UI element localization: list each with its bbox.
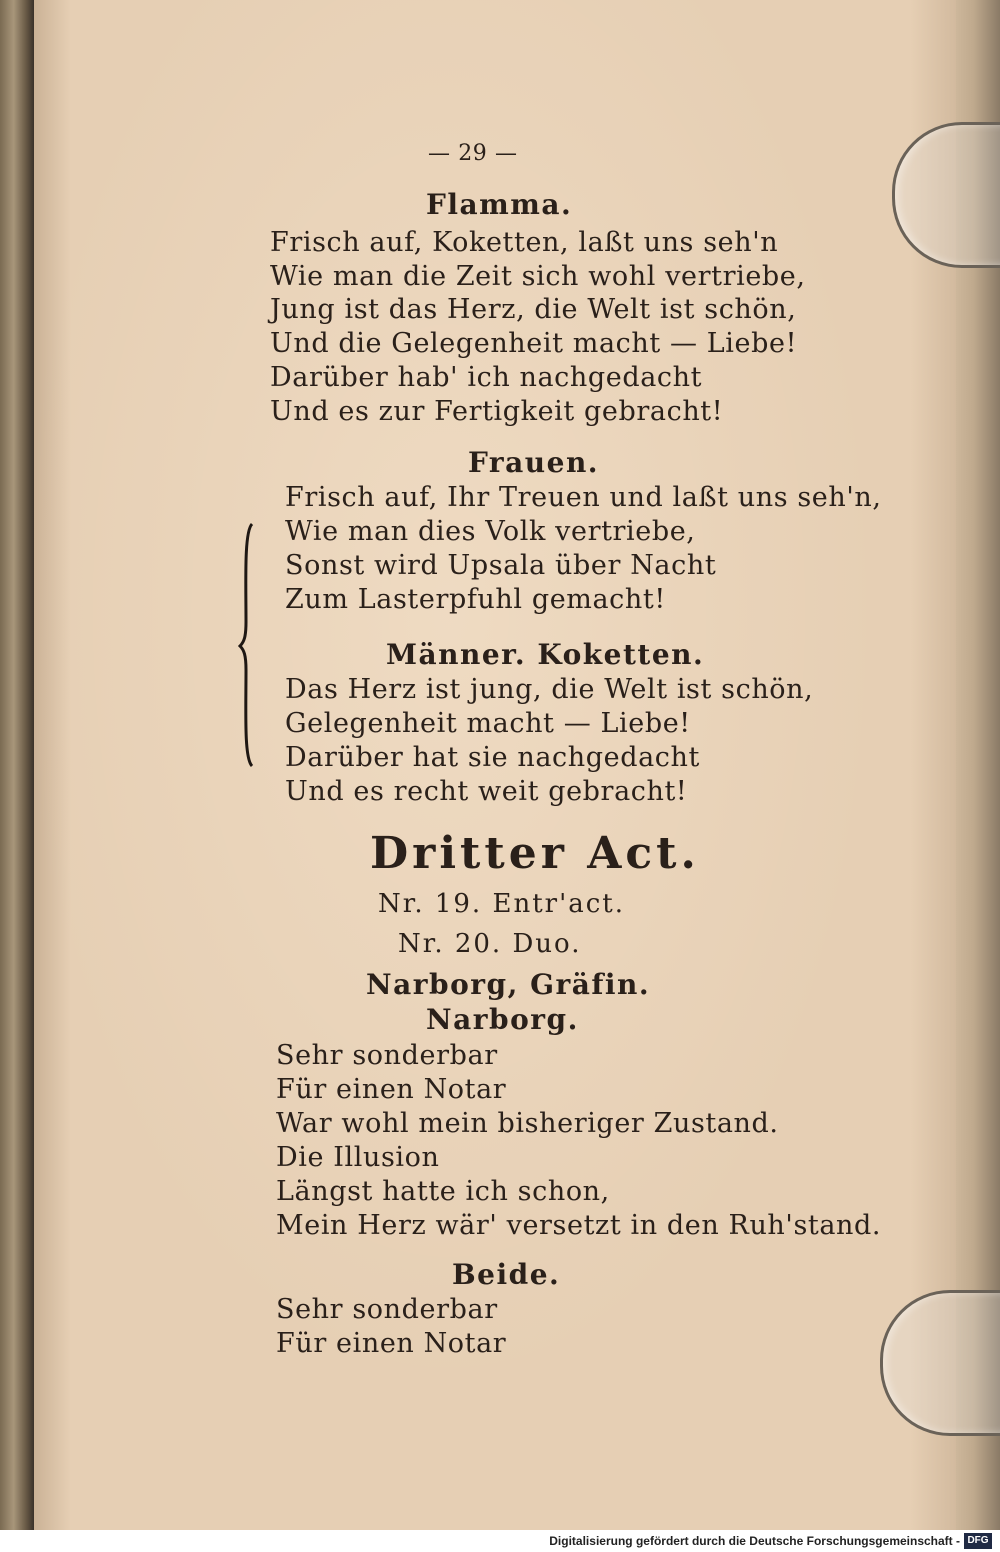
character-list: Narborg, Gräfin. <box>366 968 651 1001</box>
verse-line: Zum Lasterpfuhl gemacht! <box>285 584 666 615</box>
verse-line: Wie man die Zeit sich wohl vertriebe, <box>270 261 806 292</box>
verse-line: War wohl mein bisheriger Zustand. <box>276 1108 779 1139</box>
verse-line: Mein Herz wär' versetzt in den Ruh'stand. <box>276 1210 882 1241</box>
verse-line: Frisch auf, Ihr Treuen und laßt uns seh'n, <box>285 482 882 513</box>
number-heading: Nr. 20. Duo. <box>398 929 582 959</box>
act-title: Dritter Act. <box>370 828 700 879</box>
verse-line: Für einen Notar <box>276 1328 507 1359</box>
number-heading: Nr. 19. Entr'act. <box>378 889 625 919</box>
funding-footer: Digitalisierung gefördert durch die Deutsche Forschungsgemeinschaft - <box>0 1530 1000 1552</box>
speaker-heading: Narborg. <box>426 1003 579 1036</box>
verse-line: Sonst wird Upsala über Nacht <box>285 550 717 581</box>
verse-line: Sehr sonderbar <box>276 1040 498 1071</box>
page-number: — 29 — <box>428 141 518 166</box>
verse-line: Und die Gelegenheit macht — Liebe! <box>270 328 798 359</box>
verse-line: Das Herz ist jung, die Welt ist schön, <box>285 674 814 705</box>
verse-line: Und es recht weit gebracht! <box>285 776 688 807</box>
verse-line: Darüber hat sie nachgedacht <box>285 742 700 773</box>
speaker-heading: Flamma. <box>426 188 573 221</box>
speaker-heading: Männer. Koketten. <box>386 638 705 671</box>
verse-line: Für einen Notar <box>276 1074 507 1105</box>
curly-brace-left-icon <box>238 522 258 768</box>
verse-line: Jung ist das Herz, die Welt ist schön, <box>270 294 797 325</box>
verse-line: Wie man dies Volk vertriebe, <box>285 516 696 547</box>
verse-line: Gelegenheit macht — Liebe! <box>285 708 691 739</box>
verse-line: Die Illusion <box>276 1142 440 1173</box>
verse-line: Sehr sonderbar <box>276 1294 498 1325</box>
verse-line: Längst hatte ich schon, <box>276 1176 610 1207</box>
dfg-logo: DFG <box>964 1533 992 1549</box>
verse-line: Und es zur Fertigkeit gebracht! <box>270 396 724 427</box>
speaker-heading: Beide. <box>452 1258 561 1291</box>
verse-line: Frisch auf, Koketten, laßt uns seh'n <box>270 227 779 258</box>
verse-line: Darüber hab' ich nachgedacht <box>270 362 703 393</box>
speaker-heading: Frauen. <box>468 446 600 479</box>
